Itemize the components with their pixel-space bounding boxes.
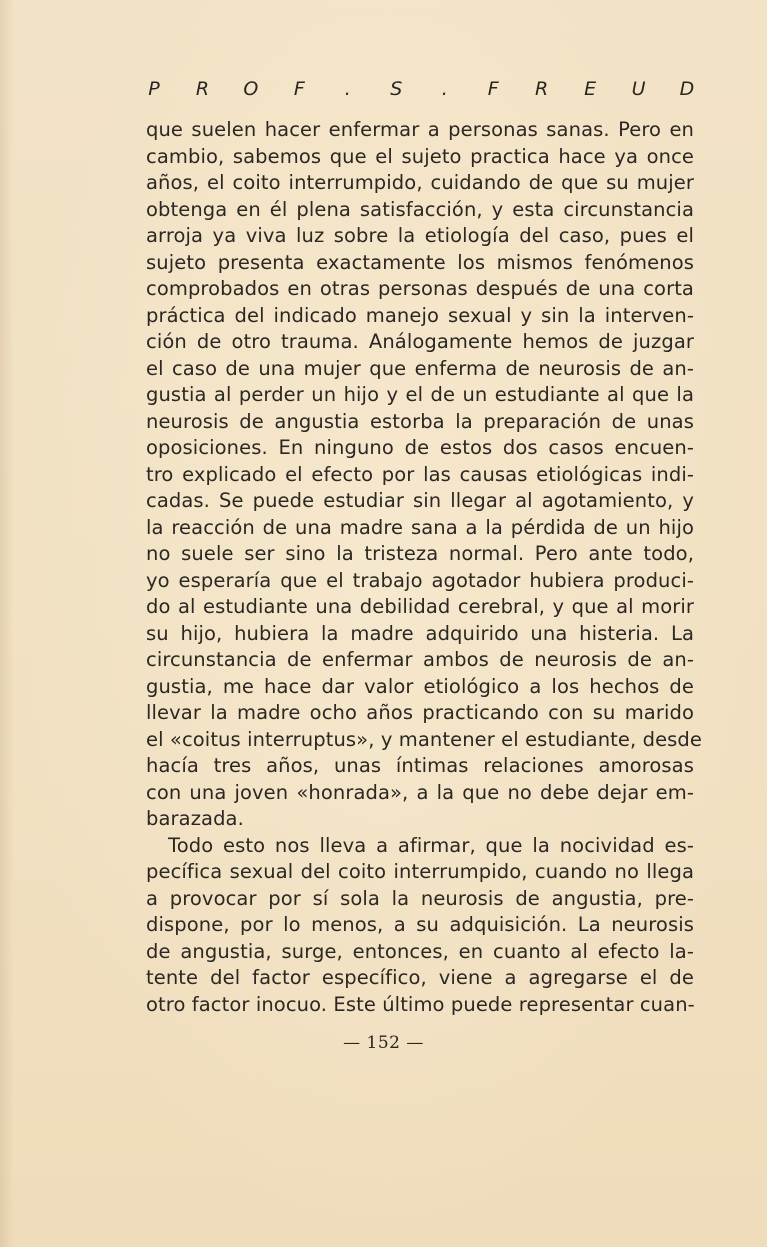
text-line: obtenga en él plena satisfacción, y esta circunstancia [146, 197, 694, 221]
text-line: no suele ser sino la tristeza normal. Pero ante todo, [146, 542, 694, 565]
text-line: gustia al perder un hijo y el de un estudiante al que la [146, 383, 694, 406]
text-line: dispone, por lo menos, a su adquisición. La neurosis [146, 913, 694, 936]
text-line: otro factor inocuo. Este último puede representar cuan- [146, 992, 695, 1016]
running-head [143, 74, 698, 104]
running-head-letter: F [293, 78, 305, 100]
text-line: con una joven «honrada», a la que no debe dejar em- [146, 780, 694, 804]
text-line: el «coitus interruptus», y mantener el estudiante, desde [146, 727, 702, 751]
text-line: yo esperaría que el trabajo agotador hubiera produci- [146, 568, 694, 592]
text-line: arroja ya viva luz sobre la etiología del caso, pues el [146, 224, 694, 247]
text-line: práctica del indicado manejo sexual y sin la interven- [146, 303, 694, 327]
page-number: — 152 — [343, 1033, 424, 1053]
running-head-letter: D [679, 78, 695, 100]
text-line: sujeto presenta exactamente los mismos fenómenos [146, 250, 694, 274]
running-head-letter: E [584, 78, 597, 100]
text-line: do al estudiante una debilidad cerebral, y que al morir [146, 595, 694, 618]
text-line: que suelen hacer enfermar a personas sanas. Pero en [146, 118, 694, 141]
text-line: tro explicado el efecto por las causas etiológicas indi- [146, 462, 694, 486]
text-line: circunstancia de enfermar ambos de neurosis de an- [146, 648, 694, 671]
text-line: a provocar por sí sola la neurosis de angustia, pre- [146, 886, 694, 910]
text-line: llevar la madre ocho años practicando con su marido [146, 701, 694, 724]
running-head-letter: U [631, 78, 646, 100]
text-line: comprobados en otras personas después de una corta [146, 277, 694, 300]
text-line: neurosis de angustia estorba la preparación de unas [146, 409, 694, 433]
running-head-letter: R [195, 78, 210, 100]
text-line: su hijo, hubiera la madre adquirido una histeria. La [146, 621, 694, 645]
text-line: pecífica sexual del coito interrumpido, cuando no llega [146, 860, 694, 883]
text-line-paragraph-start: Todo esto nos lleva a afirmar, que la nocividad es- [168, 833, 694, 857]
text-line: el caso de una mujer que enferma de neurosis de an- [146, 356, 694, 380]
text-line: ción de otro trauma. Análogamente hemos de juzgar [146, 330, 694, 353]
text-line: cadas. Se puede estudiar sin llegar al agotamiento, y [146, 489, 694, 512]
text-line: años, el coito interrumpido, cuidando de que su mujer [146, 171, 694, 194]
running-head-letter: F [487, 78, 499, 100]
running-head-letter: . [441, 78, 448, 100]
text-line: cambio, sabemos que el sujeto practica hace ya once [146, 144, 694, 168]
text-line: de angustia, surge, entonces, en cuanto al efecto la- [146, 939, 694, 963]
text-line: hacía tres años, unas íntimas relaciones amorosas [146, 754, 694, 777]
running-head-letter: O [243, 78, 259, 100]
body-text [146, 117, 702, 1018]
text-line: la reacción de una madre sana a la pérdida de un hijo [146, 515, 694, 539]
running-head-letter: . [344, 78, 351, 100]
running-head-letter: R [535, 78, 549, 100]
page-edge-shadow [0, 0, 14, 1247]
text-line-paragraph-end: barazada. [146, 807, 244, 830]
running-head-letter: P [148, 78, 160, 100]
text-line: tente del factor específico, viene a agregarse el de [146, 966, 694, 989]
text-line: oposiciones. En ninguno de estos dos casos encuen- [146, 436, 694, 459]
text-line: gustia, me hace dar valor etiológico a los hechos de [146, 674, 694, 698]
running-head-letter: S [390, 78, 403, 100]
